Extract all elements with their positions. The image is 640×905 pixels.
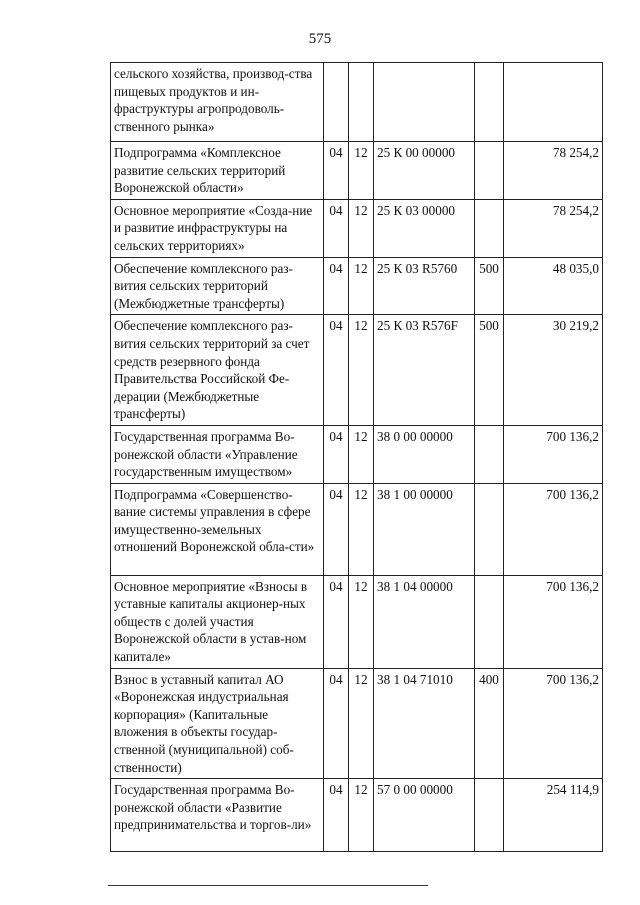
row-sum: 700 136,2 (504, 425, 603, 483)
row-name: Подпрограмма «Совершенство-вание системы управления в сфере имущественно-земельных отношений Воронежской обла-сти» (111, 483, 324, 575)
row-code: 38 1 04 00000 (374, 575, 475, 668)
row-name: Взнос в уставный капитал АО «Воронежская индустриальная корпорация» (Капитальные вложения в объекты государ-ственной (муниципальной) соб-ственности) (111, 668, 324, 779)
budget-table (110, 62, 603, 852)
row-subsection (349, 63, 374, 142)
row-sum: 48 035,0 (504, 257, 603, 315)
row-type (475, 575, 504, 668)
row-name: Обеспечение комплексного раз-вития сельских территорий за счет средств резервного фонда Правительства Российской Фе-дерации (Межбюджетные трансферты) (111, 315, 324, 426)
row-section: 04 (324, 142, 349, 200)
row-code: 25 К 03 R5760 (374, 257, 475, 315)
row-section: 04 (324, 257, 349, 315)
table-row (111, 315, 603, 426)
row-section (324, 63, 349, 142)
row-subsection: 12 (349, 483, 374, 575)
row-type: 500 (475, 257, 504, 315)
table-row (111, 63, 603, 142)
page-number: 575 (308, 31, 332, 47)
row-sum: 78 254,2 (504, 142, 603, 200)
row-type (475, 779, 504, 852)
row-name: Государственная программа Во-ронежской области «Управление государственным имуществом» (111, 425, 324, 483)
row-type (475, 425, 504, 483)
table-row (111, 575, 603, 668)
row-code (374, 63, 475, 142)
row-type: 400 (475, 668, 504, 779)
table-row (111, 142, 603, 200)
row-section: 04 (324, 575, 349, 668)
row-code: 38 1 04 71010 (374, 668, 475, 779)
row-section: 04 (324, 315, 349, 426)
table-row (111, 668, 603, 779)
row-code: 25 К 03 00000 (374, 199, 475, 257)
row-name: Основное мероприятие «Созда-ние и развитие инфраструктуры на сельских территориях» (111, 199, 324, 257)
row-section: 04 (324, 425, 349, 483)
row-name: Основное мероприятие «Взносы в уставные капиталы акционер-ных обществ с долей участия Воронежской области в устав-ном капитале» (111, 575, 324, 668)
row-sum: 30 219,2 (504, 315, 603, 426)
row-section: 04 (324, 668, 349, 779)
row-sum: 700 136,2 (504, 668, 603, 779)
row-subsection: 12 (349, 315, 374, 426)
row-type (475, 483, 504, 575)
row-code: 25 К 00 00000 (374, 142, 475, 200)
row-type (475, 142, 504, 200)
row-name: Обеспечение комплексного раз-вития сельских территорий (Межбюджетные трансферты) (111, 257, 324, 315)
row-type (475, 199, 504, 257)
row-section: 04 (324, 779, 349, 852)
row-subsection: 12 (349, 779, 374, 852)
row-subsection: 12 (349, 142, 374, 200)
row-sum: 254 114,9 (504, 779, 603, 852)
row-name: сельского хозяйства, производ-ства пищевых продуктов и ин-фраструктуры агропродоволь-ственного рынка» (111, 63, 324, 142)
row-code: 57 0 00 00000 (374, 779, 475, 852)
row-sum: 700 136,2 (504, 575, 603, 668)
footer-divider (108, 885, 428, 886)
row-code: 25 К 03 R576F (374, 315, 475, 426)
table-row (111, 779, 603, 852)
row-sum: 78 254,2 (504, 199, 603, 257)
row-sum (504, 63, 603, 142)
row-subsection: 12 (349, 575, 374, 668)
table-row (111, 257, 603, 315)
row-section: 04 (324, 483, 349, 575)
row-name: Подпрограмма «Комплексное развитие сельских территорий Воронежской области» (111, 142, 324, 200)
row-name: Государственная программа Во-ронежской области «Развитие предпринимательства и торгов-ли» (111, 779, 324, 852)
table-row (111, 425, 603, 483)
row-subsection: 12 (349, 257, 374, 315)
table-row (111, 483, 603, 575)
row-section: 04 (324, 199, 349, 257)
row-code: 38 0 00 00000 (374, 425, 475, 483)
row-sum: 700 136,2 (504, 483, 603, 575)
table-row (111, 199, 603, 257)
row-type (475, 63, 504, 142)
row-code: 38 1 00 00000 (374, 483, 475, 575)
row-type: 500 (475, 315, 504, 426)
row-subsection: 12 (349, 425, 374, 483)
row-subsection: 12 (349, 199, 374, 257)
row-subsection: 12 (349, 668, 374, 779)
